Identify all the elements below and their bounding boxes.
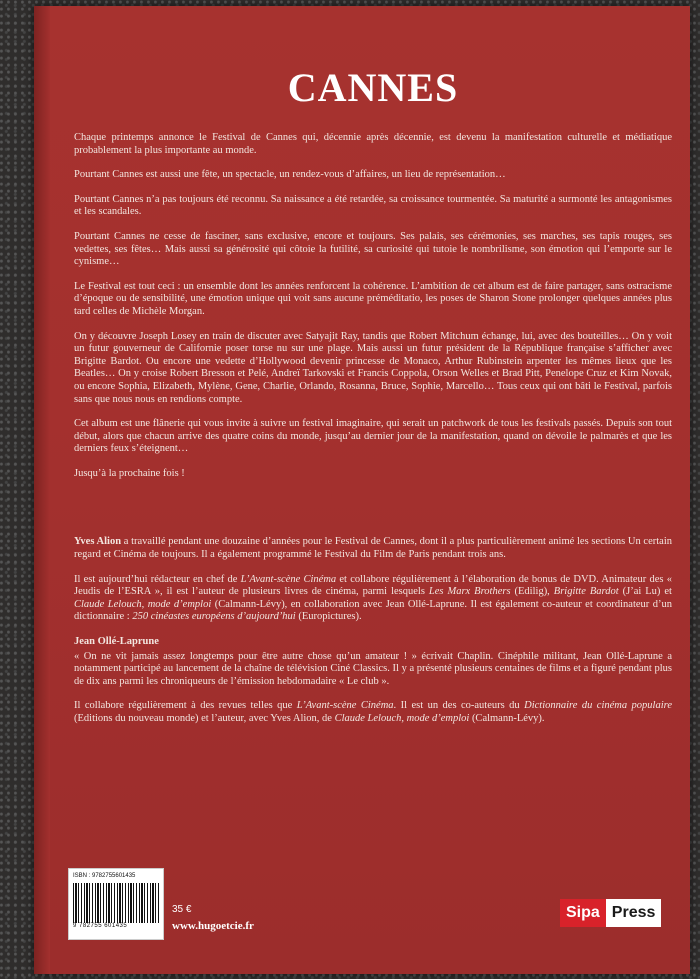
- price-label: 35 €: [172, 904, 192, 915]
- text-run: . Il est un des co-auteurs du: [393, 700, 525, 712]
- book-reference: Brigitte Bardot: [553, 586, 619, 598]
- text-run: (J’ai Lu) et: [618, 586, 672, 598]
- book-reference: Les Marx Brothers: [428, 586, 511, 598]
- intro-paragraph-8: Jusqu’à la prochaine fois !: [74, 467, 185, 479]
- logo-part-press: Press: [606, 899, 662, 927]
- text-run: (Europictures).: [295, 611, 362, 623]
- intro-paragraph-2: Pourtant Cannes est aussi une fête, un spectacle, un rendez-vous d’affaires, un lieu de représentation…: [74, 169, 506, 181]
- barcode-bars: [73, 883, 159, 923]
- text-run: (Calmann-Lévy).: [469, 713, 545, 724]
- book-title: CANNES: [287, 65, 459, 110]
- book-spine: [34, 6, 50, 974]
- intro-paragraph-5: Le Festival est tout ceci : un ensemble dont les années renforcent la cohérence. L’ambition de cet album est de faire partager, sans ostracisme d’époque ou de sensibilité, une émotion unique qui voit sans aucune préméditatio, les poses de Sharon Stone prolonger quelques années plus tard celles de Michèle Morgan.: [74, 280, 672, 317]
- text-run: et collabore régulièrement à l’élaboration de bonus de DVD. Animateur des « Jeudis de l’ESRA », il est l’auteur de plusieurs livres de cinéma, parmi lesquels: [74, 573, 672, 598]
- author2-name: Jean Ollé-Laprune: [74, 636, 159, 648]
- intro-paragraph-3: Pourtant Cannes n’a pas toujours été reconnu. Sa naissance a été retardée, sa croissance tourmentée. Sa maturité a surmonté les antagonismes et les scandales.: [74, 193, 672, 218]
- text-run: (Editions du nouveau monde) et l’auteur, avec Yves Alion, de: [74, 713, 335, 724]
- sipa-press-logo: [560, 899, 661, 927]
- intro-paragraph-4: Pourtant Cannes ne cesse de fasciner, sans exclusive, encore et toujours. Ses palais, ses cérémonies, ses marches, ses tapis rouges, ses vedettes, ses fêtes… Mais aussi sa générosité qui côtoie la futilité, sa curiosité qui tutoie le nombrilisme, son émotion qui l’emporte sur le cynisme…: [74, 230, 672, 268]
- text-run: (Edilig),: [510, 586, 554, 598]
- cover-text-block: [74, 66, 672, 738]
- intro-paragraph-1: Chaque printemps annonce le Festival de Cannes qui, décennie après décennie, est devenu la manifestation culturelle et médiatique probablement la plus importante au monde.: [74, 132, 672, 156]
- intro-paragraph-7: Cet album est une flânerie qui vous invite à suivre un festival imaginaire, qui serait un patchwork de tous les festivals passés. Depuis son tout début, alors que chacun arrive des quatre coins du monde, jusqu’au dernier jour de la manifestation, quand on dévoile le palmarès et que les derniers feux s’éteignent…: [74, 418, 672, 455]
- author2-bio-1: « On ne vit jamais assez longtemps pour être autre chose qu’un amateur ! » écrivait Chaplin. Cinéphile militant, Jean Ollé-Laprune a notamment participé au lancement de la chaîne de télévision Ciné Classics. Il y a présenté plusieurs centaines de films et a figuré pendant plus de dix ans parmi les chroniqueurs de l’émission hebdomadaire « Le club ».: [74, 650, 672, 687]
- logo-part-sipa: Sipa: [560, 899, 606, 927]
- text-run: (Calmann-Lévy), en collaboration avec Jean Ollé-Laprune. Il est également co-auteur et coordinateur d’un dictionnaire :: [74, 598, 672, 623]
- author1-bio-2: [74, 574, 672, 624]
- book-reference: 250 cinéastes européens d’aujourd’hui: [132, 611, 296, 623]
- section-spacer: [74, 492, 672, 536]
- book-back-cover: [34, 6, 690, 974]
- author1-bio-1-text: a travaillé pendant une douzaine d’années pour le Festival de Cannes, dont il a plus particulièrement animé les sections Un certain regard et Cinéma de toujours. Il a également programmé le Festival du Film de Paris pendant trois ans.: [74, 536, 672, 561]
- author2-bio-2: [74, 700, 672, 725]
- text-run: Il est aujourd’hui rédacteur en chef de: [74, 573, 241, 585]
- publication-title: L’Avant-scène Cinéma: [240, 573, 337, 585]
- isbn-label: ISBN : 9782755601435: [73, 873, 136, 879]
- publication-title: L’Avant-scène Cinéma: [296, 700, 394, 712]
- author1-name: Yves Alion: [74, 536, 122, 548]
- book-reference: Claude Lelouch, mode d’emploi: [334, 713, 470, 724]
- text-run: Il collabore régulièrement à des revues telles que: [74, 700, 297, 712]
- isbn-barcode: [68, 868, 164, 940]
- intro-paragraph-6: On y découvre Joseph Losey en train de discuter avec Satyajit Ray, tandis que Robert Mitchum échange, lui, avec des bouteilles… On y voit un futur gouverneur de Californie poser torse nu sur une plage. Mais aussi un futur président de la République française s’afficher avec Brigitte Bardot. Ou encore une vedette d’Hollywood devenir princesse de Monaco, Arthur Rubinstein arpenter les mêmes lieux que les Beatles… On y croise Robert Bresson et Pelé, Andreï Tarkovski et Francis Coppola, Orson Welles et Brad Pitt, Penelope Cruz et Kim Novak, ou encore Sophia, Elizabeth, Mylène, Gene, Charlie, Orlando, Rosanna, Bruce, Sophie, Marcello… Tous ceux qui ont bâti le Festival, parfois sans que nous nous en rendions compte.: [74, 330, 672, 405]
- book-reference: Dictionnaire du cinéma populaire: [524, 700, 673, 712]
- book-reference: Claude Lelouch, mode d’emploi: [74, 598, 212, 610]
- publisher-website: www.hugoetcie.fr: [172, 920, 254, 932]
- author1-bio-1: [74, 536, 672, 561]
- barcode-digits: 9 782755 601435: [73, 923, 128, 929]
